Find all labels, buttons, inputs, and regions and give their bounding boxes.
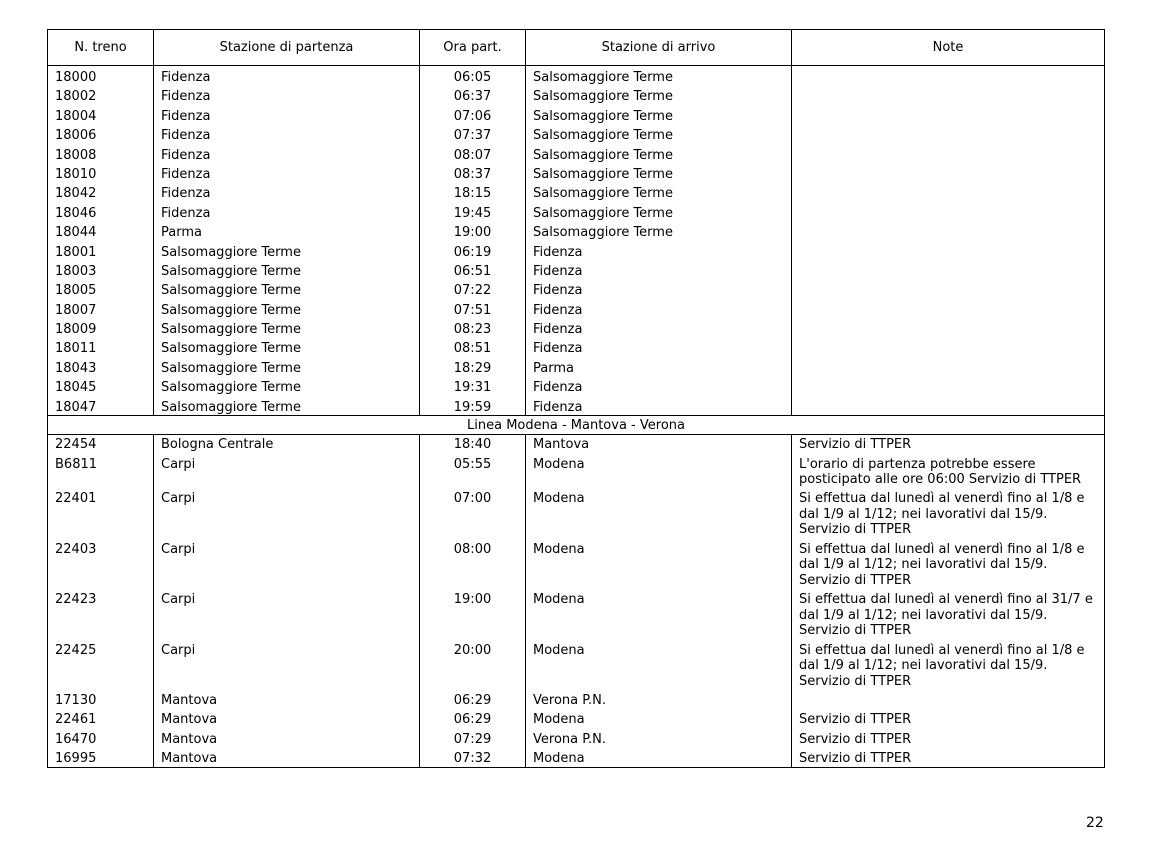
cell-departure-time: 07:00	[420, 489, 526, 539]
header-notes: Note	[792, 30, 1105, 66]
cell-departure-station: Mantova	[154, 691, 420, 710]
cell-departure-station: Mantova	[154, 730, 420, 749]
cell-departure-time: 06:29	[420, 691, 526, 710]
cell-departure-time: 06:19	[420, 243, 526, 262]
cell-departure-station: Bologna Centrale	[154, 435, 420, 455]
cell-note	[792, 301, 1105, 320]
cell-departure-time: 19:45	[420, 204, 526, 223]
cell-departure-station: Carpi	[154, 540, 420, 590]
table-row	[48, 359, 1105, 378]
table-body-salsomaggiore	[48, 66, 1105, 416]
table-row	[48, 262, 1105, 281]
table-row	[48, 435, 1105, 455]
cell-departure-station: Carpi	[154, 489, 420, 539]
cell-departure-station: Mantova	[154, 710, 420, 729]
table-header	[48, 30, 1105, 66]
cell-arrival-station: Salsomaggiore Terme	[526, 146, 792, 165]
cell-departure-time: 06:37	[420, 87, 526, 106]
page-number: 22	[1086, 815, 1104, 831]
cell-departure-station: Parma	[154, 223, 420, 242]
cell-arrival-station: Salsomaggiore Terme	[526, 223, 792, 242]
cell-train-number: 22425	[48, 641, 154, 691]
cell-train-number: 16470	[48, 730, 154, 749]
cell-note: Si effettua dal lunedì al venerdì fino al 1/8 e dal 1/9 al 1/12; nei lavorativi dal 15/9. Servizio di TTPER	[792, 641, 1105, 691]
table-row	[48, 398, 1105, 416]
cell-train-number: 18011	[48, 339, 154, 358]
cell-arrival-station: Modena	[526, 710, 792, 729]
table-row	[48, 730, 1105, 749]
cell-train-number: 18007	[48, 301, 154, 320]
header-row	[48, 30, 1105, 66]
table-row	[48, 87, 1105, 106]
cell-departure-station: Carpi	[154, 455, 420, 490]
cell-arrival-station: Verona P.N.	[526, 730, 792, 749]
cell-arrival-station: Parma	[526, 359, 792, 378]
cell-note	[792, 66, 1105, 88]
cell-train-number: 18042	[48, 184, 154, 203]
cell-train-number: 18000	[48, 66, 154, 88]
cell-arrival-station: Salsomaggiore Terme	[526, 126, 792, 145]
cell-train-number: 18008	[48, 146, 154, 165]
header-train-number: N. treno	[48, 30, 154, 66]
cell-departure-station: Salsomaggiore Terme	[154, 320, 420, 339]
table-row	[48, 165, 1105, 184]
cell-departure-time: 06:29	[420, 710, 526, 729]
table-row	[48, 489, 1105, 539]
cell-arrival-station: Modena	[526, 590, 792, 640]
cell-train-number: 18005	[48, 281, 154, 300]
cell-train-number: 22461	[48, 710, 154, 729]
cell-departure-station: Salsomaggiore Terme	[154, 281, 420, 300]
cell-arrival-station: Fidenza	[526, 281, 792, 300]
table-row	[48, 204, 1105, 223]
table-row	[48, 184, 1105, 203]
cell-note: Si effettua dal lunedì al venerdì fino al 1/8 e dal 1/9 al 1/12; nei lavorativi dal 15/9. Servizio di TTPER	[792, 540, 1105, 590]
cell-departure-time: 08:37	[420, 165, 526, 184]
table-row	[48, 243, 1105, 262]
cell-train-number: 18045	[48, 378, 154, 397]
cell-note	[792, 262, 1105, 281]
cell-note	[792, 398, 1105, 416]
table-row	[48, 320, 1105, 339]
cell-train-number: 18010	[48, 165, 154, 184]
cell-departure-station: Salsomaggiore Terme	[154, 378, 420, 397]
section-divider	[48, 416, 1105, 435]
cell-note: Si effettua dal lunedì al venerdì fino al 31/7 e dal 1/9 al 1/12; nei lavorativi dal 15/9. Servizio di TTPER	[792, 590, 1105, 640]
cell-departure-station: Carpi	[154, 590, 420, 640]
table-body-modena-mantova-verona	[48, 435, 1105, 768]
cell-note	[792, 281, 1105, 300]
cell-departure-time: 08:23	[420, 320, 526, 339]
cell-train-number: 18006	[48, 126, 154, 145]
cell-departure-time: 07:51	[420, 301, 526, 320]
cell-arrival-station: Mantova	[526, 435, 792, 455]
cell-arrival-station: Modena	[526, 641, 792, 691]
cell-arrival-station: Fidenza	[526, 243, 792, 262]
cell-departure-station: Salsomaggiore Terme	[154, 301, 420, 320]
cell-note: Servizio di TTPER	[792, 710, 1105, 729]
timetable	[47, 29, 1105, 768]
cell-departure-station: Salsomaggiore Terme	[154, 339, 420, 358]
cell-departure-time: 19:00	[420, 590, 526, 640]
cell-train-number: 18009	[48, 320, 154, 339]
cell-departure-time: 07:22	[420, 281, 526, 300]
cell-departure-station: Fidenza	[154, 126, 420, 145]
cell-departure-time: 07:32	[420, 749, 526, 767]
cell-note	[792, 691, 1105, 710]
table-row	[48, 590, 1105, 640]
table-row	[48, 378, 1105, 397]
cell-train-number: 18002	[48, 87, 154, 106]
cell-departure-time: 07:29	[420, 730, 526, 749]
cell-arrival-station: Fidenza	[526, 262, 792, 281]
table-row	[48, 281, 1105, 300]
cell-note: Servizio di TTPER	[792, 749, 1105, 767]
cell-departure-time: 18:40	[420, 435, 526, 455]
table-row	[48, 107, 1105, 126]
cell-departure-time: 19:31	[420, 378, 526, 397]
cell-note	[792, 223, 1105, 242]
cell-departure-time: 05:55	[420, 455, 526, 490]
cell-note: L'orario di partenza potrebbe essere posticipato alle ore 06:00 Servizio di TTPER	[792, 455, 1105, 490]
cell-arrival-station: Fidenza	[526, 301, 792, 320]
cell-train-number: 18047	[48, 398, 154, 416]
cell-departure-time: 18:29	[420, 359, 526, 378]
cell-departure-time: 08:07	[420, 146, 526, 165]
table-row	[48, 66, 1105, 88]
cell-arrival-station: Salsomaggiore Terme	[526, 87, 792, 106]
cell-note: Si effettua dal lunedì al venerdì fino al 1/8 e dal 1/9 al 1/12; nei lavorativi dal 15/9. Servizio di TTPER	[792, 489, 1105, 539]
cell-departure-time: 19:59	[420, 398, 526, 416]
cell-departure-station: Fidenza	[154, 184, 420, 203]
cell-departure-time: 07:37	[420, 126, 526, 145]
cell-train-number: 22403	[48, 540, 154, 590]
section-title: Linea Modena - Mantova - Verona	[48, 416, 1105, 435]
cell-departure-station: Fidenza	[154, 87, 420, 106]
cell-train-number: 22454	[48, 435, 154, 455]
cell-arrival-station: Salsomaggiore Terme	[526, 165, 792, 184]
cell-train-number: 18044	[48, 223, 154, 242]
cell-departure-time: 08:00	[420, 540, 526, 590]
cell-train-number: 16995	[48, 749, 154, 767]
cell-train-number: 18003	[48, 262, 154, 281]
cell-arrival-station: Modena	[526, 489, 792, 539]
cell-departure-station: Fidenza	[154, 165, 420, 184]
header-departure-time: Ora part.	[420, 30, 526, 66]
table-row	[48, 146, 1105, 165]
cell-train-number: 18046	[48, 204, 154, 223]
table-row	[48, 223, 1105, 242]
cell-train-number: 18043	[48, 359, 154, 378]
cell-train-number: 22401	[48, 489, 154, 539]
cell-departure-station: Fidenza	[154, 146, 420, 165]
cell-arrival-station: Salsomaggiore Terme	[526, 66, 792, 88]
cell-note	[792, 87, 1105, 106]
cell-departure-station: Salsomaggiore Terme	[154, 398, 420, 416]
table-row	[48, 540, 1105, 590]
cell-note: Servizio di TTPER	[792, 730, 1105, 749]
cell-departure-time: 06:51	[420, 262, 526, 281]
cell-note	[792, 126, 1105, 145]
cell-departure-station: Fidenza	[154, 204, 420, 223]
cell-arrival-station: Verona P.N.	[526, 691, 792, 710]
cell-train-number: 18004	[48, 107, 154, 126]
cell-train-number: 22423	[48, 590, 154, 640]
table-row	[48, 691, 1105, 710]
cell-arrival-station: Salsomaggiore Terme	[526, 204, 792, 223]
cell-arrival-station: Modena	[526, 455, 792, 490]
cell-note	[792, 107, 1105, 126]
cell-arrival-station: Fidenza	[526, 320, 792, 339]
cell-note	[792, 320, 1105, 339]
table-row	[48, 455, 1105, 490]
cell-arrival-station: Modena	[526, 749, 792, 767]
cell-note: Servizio di TTPER	[792, 435, 1105, 455]
cell-note	[792, 339, 1105, 358]
header-departure-station: Stazione di partenza	[154, 30, 420, 66]
table-row	[48, 641, 1105, 691]
cell-note	[792, 243, 1105, 262]
cell-departure-station: Salsomaggiore Terme	[154, 359, 420, 378]
cell-departure-time: 07:06	[420, 107, 526, 126]
cell-departure-time: 08:51	[420, 339, 526, 358]
cell-departure-station: Salsomaggiore Terme	[154, 262, 420, 281]
cell-note	[792, 359, 1105, 378]
table-row	[48, 339, 1105, 358]
cell-note	[792, 146, 1105, 165]
cell-departure-time: 20:00	[420, 641, 526, 691]
cell-train-number: 17130	[48, 691, 154, 710]
cell-note	[792, 165, 1105, 184]
cell-departure-station: Fidenza	[154, 66, 420, 88]
cell-departure-time: 19:00	[420, 223, 526, 242]
cell-train-number: B6811	[48, 455, 154, 490]
cell-departure-time: 06:05	[420, 66, 526, 88]
cell-arrival-station: Fidenza	[526, 339, 792, 358]
cell-departure-station: Carpi	[154, 641, 420, 691]
cell-note	[792, 184, 1105, 203]
cell-arrival-station: Fidenza	[526, 378, 792, 397]
cell-note	[792, 204, 1105, 223]
cell-arrival-station: Fidenza	[526, 398, 792, 416]
table-row	[48, 749, 1105, 767]
cell-train-number: 18001	[48, 243, 154, 262]
table-row	[48, 710, 1105, 729]
cell-departure-time: 18:15	[420, 184, 526, 203]
cell-arrival-station: Salsomaggiore Terme	[526, 107, 792, 126]
cell-arrival-station: Salsomaggiore Terme	[526, 184, 792, 203]
cell-note	[792, 378, 1105, 397]
cell-departure-station: Fidenza	[154, 107, 420, 126]
cell-departure-station: Mantova	[154, 749, 420, 767]
cell-departure-station: Salsomaggiore Terme	[154, 243, 420, 262]
cell-arrival-station: Modena	[526, 540, 792, 590]
table-row	[48, 126, 1105, 145]
section-row	[48, 416, 1105, 435]
table-row	[48, 301, 1105, 320]
header-arrival-station: Stazione di arrivo	[526, 30, 792, 66]
